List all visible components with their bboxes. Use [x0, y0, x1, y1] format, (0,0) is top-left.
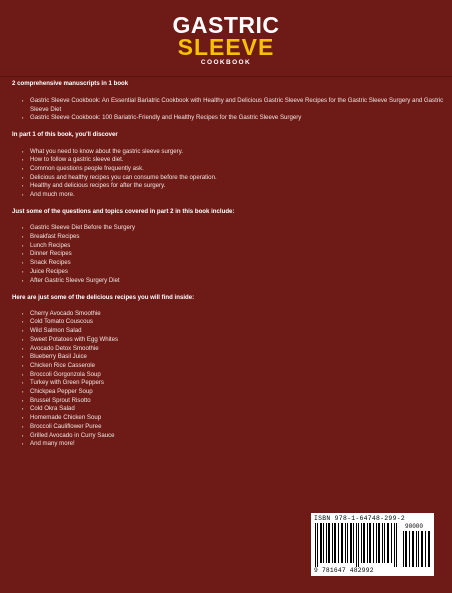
list-item: ▪ Grilled Avocado in Curry Sauce [22, 432, 444, 441]
part1-heading: In part 1 of this book, you'll discover [12, 131, 118, 139]
list-item: ▪ Gastric Sleeve Cookbook: An Essential Bariatric Cookbook with Healthy and Delicious Gastric Sleeve Recipes for the Gastric Sleeve Surgery and Gastric Sleeve Diet [22, 97, 444, 114]
intro-heading: 2 comprehensive manuscripts in 1 book [12, 80, 129, 87]
list-item: ▪ How to follow a gastric sleeve diet. [22, 156, 444, 165]
list-item: ▪ Common questions people frequently ask. [22, 165, 444, 174]
list-item: ▪ Homemade Chicken Soup [22, 414, 444, 423]
list-item: ▪ Delicious and healthy recipes you can consume before the operation. [22, 174, 444, 183]
recipes-list [12, 310, 444, 449]
logo-subtitle: COOKBOOK [200, 59, 252, 66]
list-item: ▪ Cold Okra Salad [22, 405, 444, 414]
part1-list [12, 148, 444, 200]
book-logo [0, 14, 452, 66]
list-item: ▪ Chicken Rice Casserole [22, 362, 444, 371]
list-item: ▪ Lunch Recipes [22, 242, 444, 251]
price-addon-number: 90000 [405, 523, 424, 530]
logo-title-line2: SLEEVE [177, 34, 275, 60]
list-item: ▪ Cold Tomato Couscous [22, 318, 444, 327]
logo-title-line1: GASTRIC [172, 12, 280, 38]
list-item: ▪ Avocado Detox Smoothie [22, 345, 444, 354]
part2-heading: Just some of the questions and topics covered in part 2 in this book include: [12, 208, 235, 216]
barcode-digits: 9 781647 482992 [314, 567, 374, 574]
list-item: ▪ Broccoli Gorgonzola Soup [22, 371, 444, 380]
list-item: ▪ Juice Recipes [22, 268, 444, 277]
list-item: ▪ Gastric Sleeve Diet Before the Surgery [22, 224, 444, 233]
list-item: ▪ Snack Recipes [22, 259, 444, 268]
list-item: ▪ Blueberry Basil Juice [22, 353, 444, 362]
list-item: ▪ Brussel Sprout Risotto [22, 397, 444, 406]
barcode-bars-icon [314, 523, 400, 567]
list-item: ▪ After Gastric Sleeve Surgery Diet [22, 277, 444, 286]
list-item: ▪ And many more! [22, 440, 444, 449]
recipes-heading: Here are just some of the delicious recipes you will find inside: [12, 293, 195, 301]
back-cover-text [12, 80, 444, 449]
list-item: ▪ And much more. [22, 191, 444, 200]
list-item: ▪ Wild Salmon Salad [22, 327, 444, 336]
list-item: ▪ Breakfast Recipes [22, 233, 444, 242]
isbn-number: ISBN 978-1-64748-299-2 [314, 515, 405, 522]
list-item: ▪ Sweet Potatoes with Egg Whites [22, 336, 444, 345]
list-item: ▪ Chickpea Pepper Soup [22, 388, 444, 397]
intro-list [12, 97, 444, 123]
list-item: ▪ Turkey with Green Peppers [22, 379, 444, 388]
list-item: ▪ Broccoli Cauliflower Puree [22, 423, 444, 432]
list-item: ▪ Cherry Avocado Smoothie [22, 310, 444, 319]
addon-bars-icon [402, 531, 431, 567]
list-item: ▪ What you need to know about the gastric sleeve surgery. [22, 148, 444, 157]
part2-list [12, 224, 444, 285]
isbn-barcode [311, 513, 434, 576]
divider [0, 76, 452, 77]
list-item: ▪ Gastric Sleeve Cookbook: 100 Bariatric-Friendly and Healthy Recipes for the Gastric Sleeve Surgery [22, 114, 444, 123]
list-item: ▪ Healthy and delicious recipes for after the surgery. [22, 182, 444, 191]
list-item: ▪ Dinner Recipes [22, 250, 444, 259]
